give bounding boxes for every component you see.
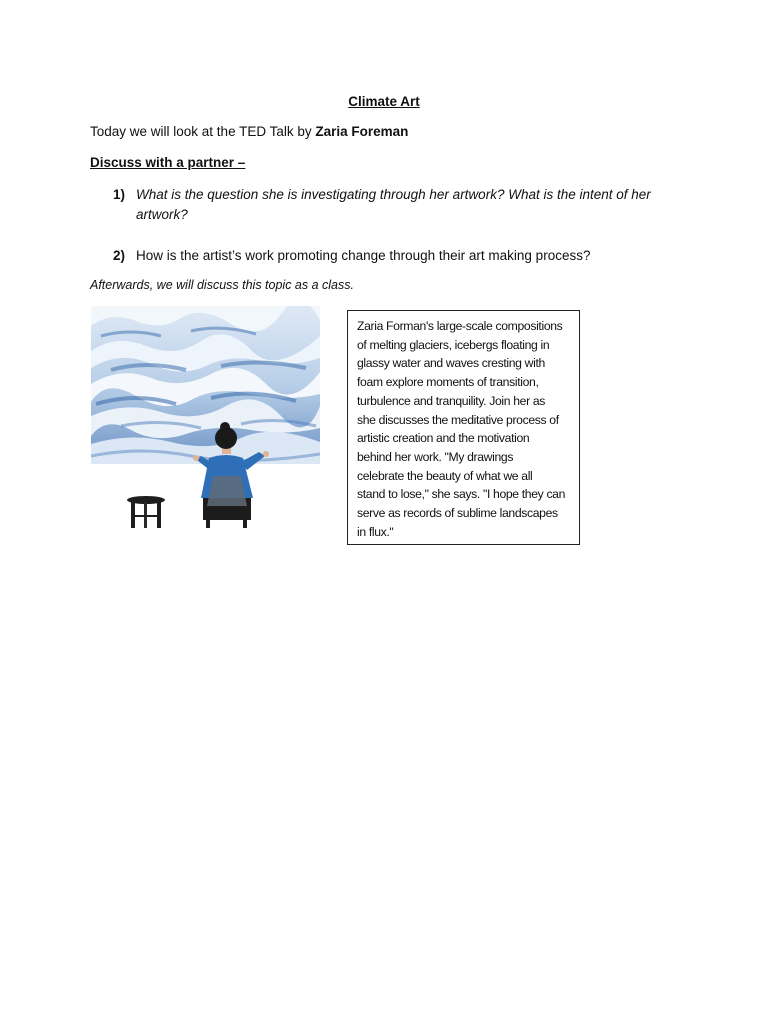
glacier-drawing-image	[91, 306, 320, 528]
document-title: Climate Art	[348, 94, 420, 109]
question-number: 1)	[113, 187, 126, 202]
question-number: 2)	[113, 248, 126, 263]
afterwards-note: Afterwards, we will discuss this topic as a class.	[90, 278, 354, 292]
artist-photo	[91, 306, 320, 528]
intro-line	[90, 124, 408, 139]
discuss-heading: Discuss with a partner –	[90, 155, 246, 170]
question-text: What is the question she is investigating through her artwork? What is the intent of her artwork?	[136, 187, 651, 222]
question-item	[113, 246, 703, 266]
talk-description-box: Zaria Forman's large-scale compositions of melting glaciers, icebergs floating in glassy water and waves cresting with foam explore moments of transition, turbulence and tranquility. Join her as she discusses the meditative process of artistic creation and the motivation behind her work. "My drawings celebrate the beauty of what we all stand to lose," she says. "I hope they can serve as records of sublime landscapes in flux."	[347, 310, 580, 545]
question-text: How is the artist’s work promoting change through their art making process?	[136, 248, 591, 263]
artist-name: Zaria Foreman	[315, 124, 409, 139]
intro-text: Today we will look at the TED Talk by	[90, 124, 316, 139]
stool	[127, 496, 165, 528]
question-item	[113, 185, 703, 225]
